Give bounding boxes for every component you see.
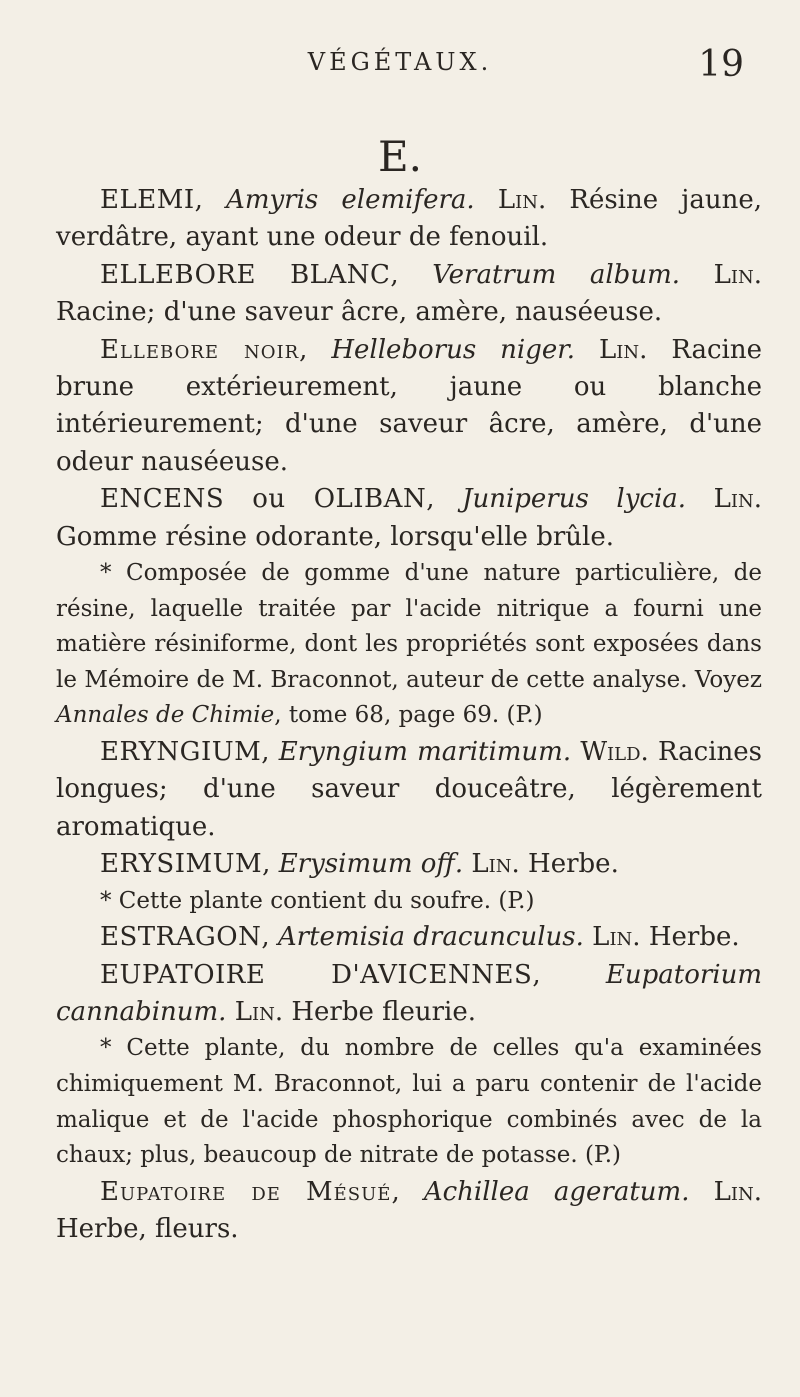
entry-eupatoire-mesue — [56, 1174, 762, 1249]
note-text: , tome 68, page 69. (P.) — [274, 702, 543, 729]
entry-latin-name: Amyris elemifera. — [226, 185, 475, 215]
footnote-eupatoire — [56, 1031, 762, 1173]
entry-description: Herbe, fleurs. — [56, 1214, 239, 1245]
entry-encens — [56, 481, 762, 556]
footnote-encens — [56, 556, 762, 734]
entry-ellebore-blanc — [56, 257, 762, 332]
entry-description: Herbe fleurie. — [291, 997, 476, 1028]
entry-separator: , — [426, 484, 463, 515]
entry-elemi — [56, 182, 762, 257]
entry-description: Racines longues; d'une saveur douceâtre, légèrement aromatique. — [56, 737, 763, 842]
entry-author: Lin. — [713, 484, 763, 515]
entry-separator: , — [262, 849, 279, 880]
entry-description: Racine; d'une saveur âcre, amère, nauséeuse. — [56, 297, 663, 328]
entry-latin-name: Helleborus niger. — [331, 334, 576, 365]
entry-ellebore-noir — [56, 332, 762, 482]
entry-term: EUPATOIRE D'AVICENNES — [100, 959, 533, 990]
note-reference-title: Annales de Chimie — [56, 702, 275, 729]
entry-eupatoire-avicennes — [56, 957, 762, 1032]
entry-latin-name: Achillea ageratum. — [423, 1176, 690, 1207]
entry-author: Lin. — [234, 997, 284, 1028]
entry-term: ENCENS ou OLIBAN — [100, 484, 427, 515]
entry-latin-name: Erysimum off. — [278, 849, 464, 880]
entry-separator: , — [261, 922, 278, 953]
entry-latin-name: Eupatorium cannabinum. — [56, 959, 762, 1028]
entry-term: ERYNGIUM — [100, 737, 262, 768]
entry-description: Herbe. — [528, 849, 619, 880]
entry-separator: , — [261, 737, 279, 768]
entry-term: Eupatoire de Mésué — [100, 1176, 392, 1207]
note-text: * Cette plante contient du soufre. (P.) — [100, 887, 535, 914]
entry-latin-name: Veratrum album. — [432, 259, 680, 290]
page-body — [56, 182, 762, 1249]
entry-author: Lin. — [599, 334, 648, 365]
running-head: VÉGÉTAUX. — [307, 48, 493, 76]
entry-term: ELLEBORE BLANC — [100, 259, 391, 290]
entry-term: ERYSIMUM — [100, 849, 263, 880]
entry-term: ESTRAGON — [100, 922, 262, 953]
entry-latin-name: Artemisia dracunculus. — [277, 922, 584, 953]
entry-term: Ellebore noir — [100, 334, 300, 365]
entry-author: Lin. — [713, 259, 763, 290]
entry-author: Lin. — [713, 1176, 762, 1207]
entry-latin-name: Juniperus lycia. — [462, 484, 687, 515]
entry-separator: , — [299, 334, 332, 365]
entry-description: Racine brune extérieurement, jaune ou blanche intérieurement; d'une saveur âcre, amère, d'une odeur nauséeuse. — [56, 334, 762, 477]
entry-separator: , — [390, 259, 433, 290]
entry-eryngium — [56, 734, 762, 846]
entry-description: Herbe. — [648, 922, 740, 953]
page-header — [0, 44, 800, 94]
entry-author: Lin. — [592, 922, 641, 953]
entry-separator: , — [194, 185, 227, 215]
note-text: * Cette plante, du nombre de celles qu'a examinées chimiquement M. Braconnot, lui a paru contenir de l'acide malique et de l'acide phosphorique combinés avec de la chaux; plus, beaucoup de nitrate de potasse. (P.) — [56, 1035, 762, 1169]
entry-description: Gomme résine odorante, lorsqu'elle brûle. — [56, 521, 614, 552]
entry-estragon — [56, 919, 762, 956]
section-letter: E. — [377, 132, 422, 181]
entry-description: Résine jaune, verdâtre, ayant une odeur de fenouil. — [56, 185, 762, 253]
entry-separator: , — [391, 1176, 424, 1207]
page-number: 19 — [698, 44, 744, 85]
entry-author: Lin. — [497, 185, 547, 215]
entry-separator: , — [532, 959, 606, 990]
entry-erysimum — [56, 846, 762, 883]
entry-author: Wild. — [580, 737, 649, 768]
entry-latin-name: Eryngium maritimum. — [278, 737, 572, 768]
entry-term: ELEMI — [100, 185, 195, 215]
note-text: * Composée de gomme d'une nature particulière, de résine, laquelle traitée par l'acide nitrique a fourni une matière résiniforme, dont les propriétés sont exposées dans le Mémoire de M. Braconnot, auteur de cette analyse. Voyez — [56, 560, 762, 693]
entry-author: Lin. — [471, 849, 520, 880]
footnote-erysimum — [56, 884, 762, 920]
